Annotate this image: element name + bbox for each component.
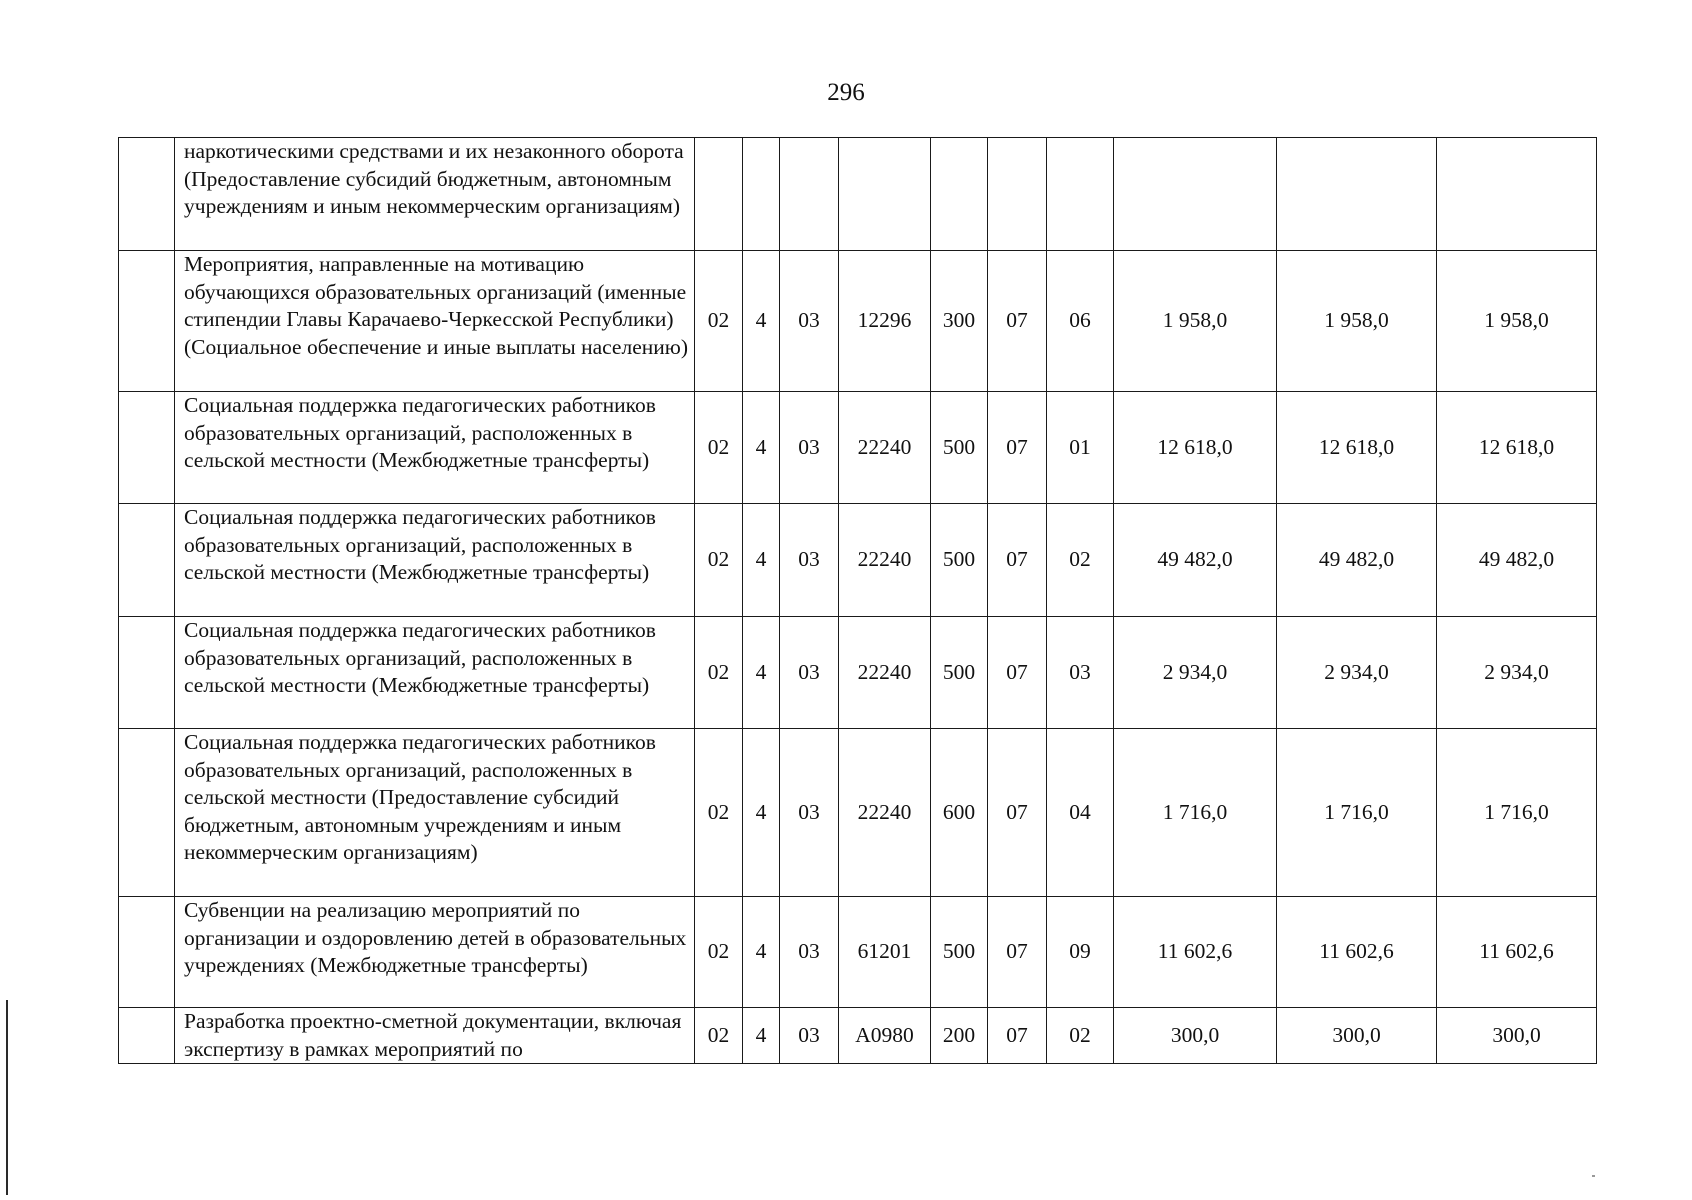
code-col-6: 07 [988,729,1047,897]
amount-col-1: 1 716,0 [1114,729,1277,897]
row-description: Социальная поддержка педагогических работников образовательных организаций, расположенных в сельской местности (Предоставление субсидий бюджетным, автономным учреждениям и иным некоммерческим организациям) [175,729,695,897]
code-col-5: 500 [931,392,988,504]
code-col-7: 02 [1047,504,1114,617]
amount-col-3: 2 934,0 [1437,617,1597,729]
code-col-1: 02 [695,729,743,897]
row-description: Социальная поддержка педагогических работников образовательных организаций, расположенных в сельской местности (Межбюджетные трансферты) [175,504,695,617]
amount-col-3: 1 958,0 [1437,251,1597,392]
amount-col-2: 12 618,0 [1277,392,1437,504]
scan-speck [1592,1175,1595,1177]
code-col-3: 03 [780,392,839,504]
table-row [119,897,1597,1008]
row-index-cell [119,729,175,897]
amount-col-2: 1 716,0 [1277,729,1437,897]
row-index-cell [119,138,175,251]
amount-col-1: 11 602,6 [1114,897,1277,1008]
table-row [119,729,1597,897]
code-col-2: 4 [743,504,780,617]
code-col-1: 02 [695,392,743,504]
amount-col-3: 300,0 [1437,1008,1597,1064]
code-col-5: 500 [931,617,988,729]
code-col-3: 03 [780,729,839,897]
code-col-6: 07 [988,897,1047,1008]
code-col-3: 03 [780,897,839,1008]
amount-col-2 [1277,138,1437,251]
code-col-1: 02 [695,1008,743,1064]
table-row [119,392,1597,504]
code-col-4: А0980 [839,1008,931,1064]
code-col-7: 02 [1047,1008,1114,1064]
code-col-6: 07 [988,504,1047,617]
code-col-7 [1047,138,1114,251]
code-col-2: 4 [743,897,780,1008]
row-description: Субвенции на реализацию мероприятий по организации и оздоровлению детей в образовательных учреждениях (Межбюджетные трансферты) [175,897,695,1008]
table-row [119,1008,1597,1064]
amount-col-1: 2 934,0 [1114,617,1277,729]
amount-col-3: 12 618,0 [1437,392,1597,504]
code-col-3: 03 [780,1008,839,1064]
code-col-4: 22240 [839,392,931,504]
code-col-1 [695,138,743,251]
row-description: Социальная поддержка педагогических работников образовательных организаций, расположенных в сельской местности (Межбюджетные трансферты) [175,392,695,504]
amount-col-1 [1114,138,1277,251]
amount-col-2: 300,0 [1277,1008,1437,1064]
amount-col-1: 49 482,0 [1114,504,1277,617]
amount-col-3: 11 602,6 [1437,897,1597,1008]
row-index-cell [119,251,175,392]
table-body [119,138,1597,1064]
row-description: Мероприятия, направленные на мотивацию обучающихся образовательных организаций (именные стипендии Главы Карачаево-Черкесской Республики) (Социальное обеспечение и иные выплаты населению) [175,251,695,392]
amount-col-3 [1437,138,1597,251]
row-description: наркотическими средствами и их незаконного оборота (Предоставление субсидий бюджетным, автономным учреждениям и иным некоммерческим организациям) [175,138,695,251]
code-col-7: 09 [1047,897,1114,1008]
code-col-7: 03 [1047,617,1114,729]
row-description: Разработка проектно-сметной документации, включая экспертизу в рамках мероприятий по [175,1008,695,1064]
table-row [119,504,1597,617]
code-col-3: 03 [780,251,839,392]
amount-col-2: 49 482,0 [1277,504,1437,617]
table-row [119,251,1597,392]
row-index-cell [119,617,175,729]
code-col-7: 06 [1047,251,1114,392]
code-col-6: 07 [988,251,1047,392]
code-col-7: 01 [1047,392,1114,504]
code-col-5: 600 [931,729,988,897]
code-col-7: 04 [1047,729,1114,897]
code-col-4 [839,138,931,251]
code-col-6: 07 [988,617,1047,729]
row-index-cell [119,392,175,504]
code-col-4: 22240 [839,504,931,617]
code-col-6 [988,138,1047,251]
table-row [119,138,1597,251]
row-index-cell [119,504,175,617]
amount-col-3: 49 482,0 [1437,504,1597,617]
code-col-2: 4 [743,251,780,392]
code-col-6: 07 [988,392,1047,504]
code-col-5: 500 [931,504,988,617]
amount-col-2: 2 934,0 [1277,617,1437,729]
code-col-1: 02 [695,251,743,392]
code-col-4: 61201 [839,897,931,1008]
code-col-5: 200 [931,1008,988,1064]
row-index-cell [119,1008,175,1064]
code-col-6: 07 [988,1008,1047,1064]
amount-col-1: 1 958,0 [1114,251,1277,392]
code-col-2: 4 [743,392,780,504]
code-col-3: 03 [780,617,839,729]
code-col-5: 500 [931,897,988,1008]
amount-col-1: 300,0 [1114,1008,1277,1064]
code-col-1: 02 [695,897,743,1008]
code-col-2: 4 [743,729,780,897]
amount-col-3: 1 716,0 [1437,729,1597,897]
code-col-3 [780,138,839,251]
code-col-4: 12296 [839,251,931,392]
scan-edge-mark [6,1000,8,1195]
row-index-cell [119,897,175,1008]
page-number: 296 [827,79,865,106]
code-col-1: 02 [695,504,743,617]
table-row [119,617,1597,729]
code-col-4: 22240 [839,729,931,897]
code-col-3: 03 [780,504,839,617]
code-col-5: 300 [931,251,988,392]
code-col-2 [743,138,780,251]
amount-col-2: 1 958,0 [1277,251,1437,392]
code-col-2: 4 [743,1008,780,1064]
code-col-4: 22240 [839,617,931,729]
row-description: Социальная поддержка педагогических работников образовательных организаций, расположенных в сельской местности (Межбюджетные трансферты) [175,617,695,729]
amount-col-1: 12 618,0 [1114,392,1277,504]
code-col-1: 02 [695,617,743,729]
budget-table [118,137,1597,1064]
amount-col-2: 11 602,6 [1277,897,1437,1008]
code-col-2: 4 [743,617,780,729]
code-col-5 [931,138,988,251]
